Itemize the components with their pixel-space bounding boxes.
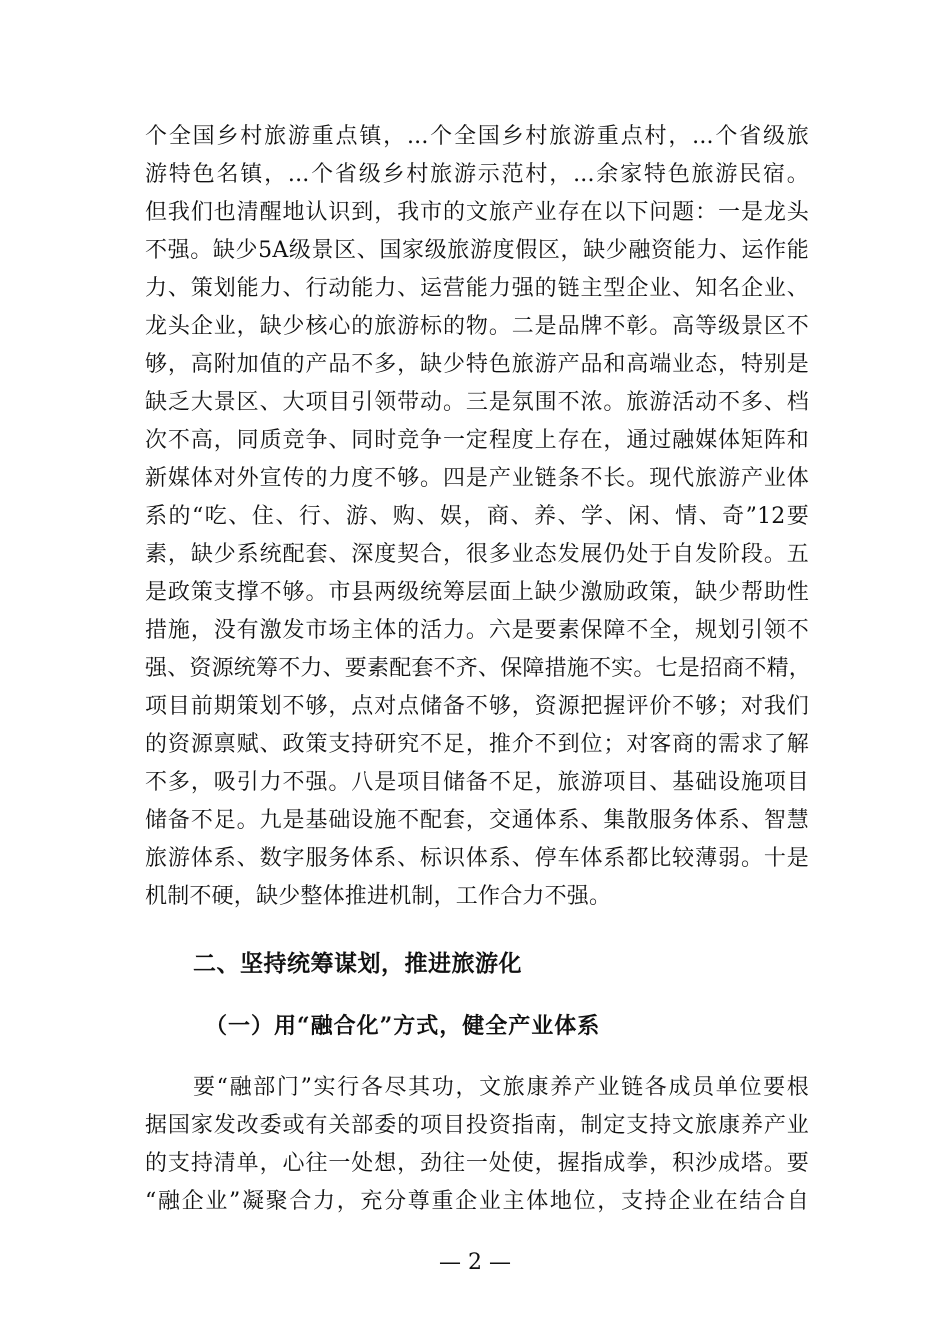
body-text-line: 龙头企业，缺少核心的旅游标的物。二是品牌不彰。高等级景区不 (145, 314, 809, 339)
page-number: — 2 — (439, 1250, 511, 1275)
body-text-line: 是政策支撑不够。市县两级统筹层面上缺少激励政策，缺少帮助性 (145, 580, 809, 605)
body-text-line: 力、策划能力、行动能力、运营能力强的链主型企业、知名企业、 (145, 276, 809, 301)
body-text-line: 不多，吸引力不强。八是项目储备不足，旅游项目、基础设施项目 (145, 770, 809, 795)
section-heading: 二、坚持统筹谋划，推进旅游化 (193, 951, 522, 977)
body-text-line: 新媒体对外宣传的力度不够。四是产业链条不长。现代旅游产业体 (145, 466, 809, 491)
body-text-line: 旅游体系、数字服务体系、标识体系、停车体系都比较薄弱。十是 (145, 846, 809, 871)
body-text-line: 强、资源统筹不力、要素配套不齐、保障措施不实。七是招商不精， (145, 656, 812, 681)
body-text-line: 游特色名镇，...个省级乡村旅游示范村，...余家特色旅游民宿。 (145, 162, 809, 187)
body-text-line: 次不高，同质竞争、同时竞争一定程度上存在，通过融媒体矩阵和 (145, 428, 809, 453)
body-text-line: 项目前期策划不够，点对点储备不够，资源把握评价不够；对我们 (145, 694, 809, 719)
body-text-line: 机制不硬，缺少整体推进机制，工作合力不强。 (145, 884, 612, 909)
body-text-line: 素，缺少系统配套、深度契合，很多业态发展仍处于自发阶段。五 (145, 542, 809, 567)
body-text-line: 措施，没有激发市场主体的活力。六是要素保障不全，规划引领不 (145, 618, 809, 643)
body-text-line: 缺乏大景区、大项目引领带动。三是氛围不浓。旅游活动不多、档 (145, 390, 809, 415)
paragraph-line: “融企业”凝聚合力，充分尊重企业主体地位，支持企业在结合自 (145, 1189, 809, 1214)
body-text-line: 但我们也清醒地认识到，我市的文旅产业存在以下问题：一是龙头 (145, 200, 809, 225)
body-text-line: 个全国乡村旅游重点镇，...个全国乡村旅游重点村，...个省级旅 (145, 124, 809, 149)
subsection-heading: （一）用“融合化”方式，健全产业体系 (205, 1013, 601, 1039)
body-text-line: 不强。缺少5A级景区、国家级旅游度假区，缺少融资能力、运作能 (145, 238, 809, 263)
body-text-line: 的资源禀赋、政策支持研究不足，推介不到位；对客商的需求了解 (145, 732, 809, 757)
body-text-line: 系的“吃、住、行、游、购、娱，商、养、学、闲、情、奇”12要 (145, 504, 809, 529)
body-text-line: 储备不足。九是基础设施不配套，交通体系、集散服务体系、智慧 (145, 808, 809, 833)
paragraph-line: 的支持清单，心往一处想，劲往一处使，握指成拳，积沙成塔。要 (145, 1151, 809, 1176)
body-text-line: 够，高附加值的产品不多，缺少特色旅游产品和高端业态，特别是 (145, 352, 809, 377)
paragraph-line: 要“融部门”实行各尽其功，文旅康养产业链各成员单位要根 (193, 1075, 809, 1100)
paragraph-line: 据国家发改委或有关部委的项目投资指南，制定支持文旅康养产业 (145, 1113, 809, 1138)
